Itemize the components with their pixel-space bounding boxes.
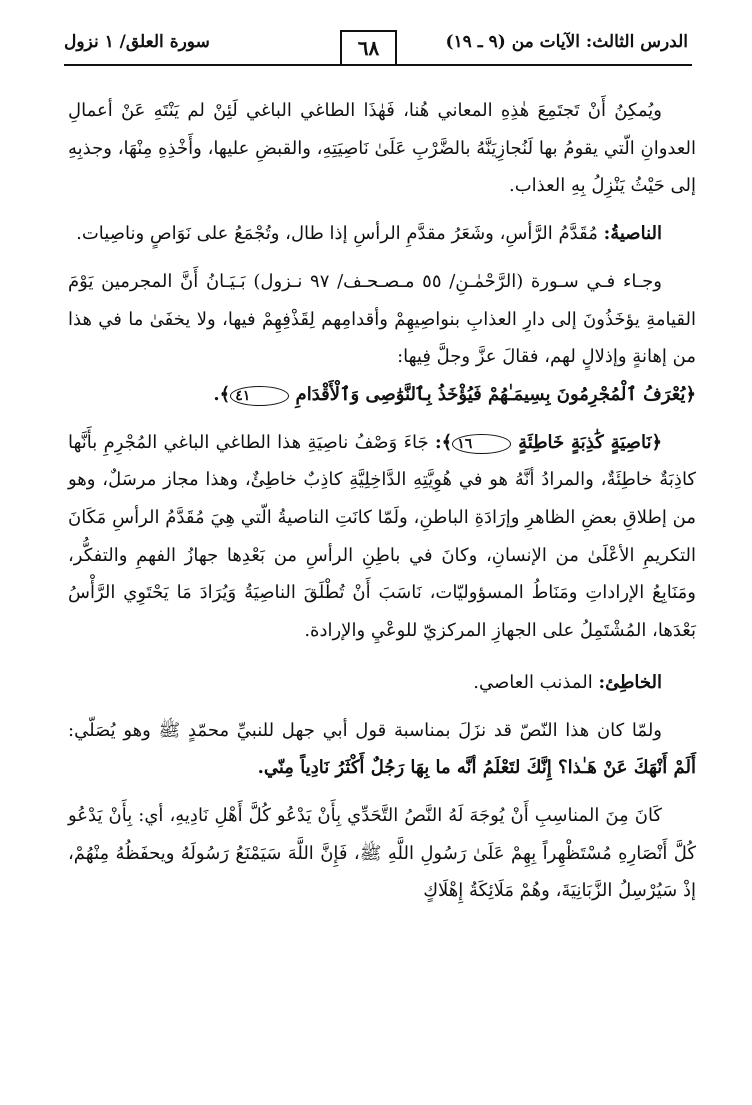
paragraph-lying-forelock bbox=[68, 424, 696, 650]
rahman-text: وجـاء فـي سـورة (الرَّحْمٰـنِ/ ٥٥ مـصـحـف/ ٩٧ نـزول) بَـيَـانُ أَنَّ المجرمين يَوْمَ القيامةِ يؤخَذُونَ إلى دارِ العذابِ بنواصِيهِمْ وأقدامِهم لِقَذْفِهِمْ فيها، ولا يخفَىٰ ما في هذا من إهانةٍ وإذلالٍ لهم، فقالَ عزَّ وجلَّ فِيها: bbox=[68, 270, 696, 368]
abu-jahl-quote: أَلَمْ أَنْهَكَ عَنْ هَـٰذا؟ إِنَّكَ لتَعْلَمُ أنَّه ما بِهَا رَجُلٌ أَكْثَرُ نَادِياً مِنّي. bbox=[257, 757, 696, 779]
term-khati: الخاطِئ: bbox=[598, 671, 662, 693]
page-number: ٦٨ bbox=[340, 30, 397, 66]
definition-nasiya: مُقَدَّمُ الرَّأسِ، وشَعَرُ مقدَّمِ الرأسِ إذا طال، وتُجْمَعُ على نَوَاصٍ وناصِيات. bbox=[76, 223, 598, 245]
lying-forelock-explanation: جَاءَ وَصْفُ ناصِيَةِ هذا الطاغي الباغي المُجْرِمِ بأَنَّها كاذِبَةٌ خاطِئَةٌ، والمرادُ أنَّهُ هو في هُوِيَّتِهِ الدَّاخِلِيَّةِ كاذِبٌ خاطِئٌ، وهذا مجاز مرسَلٌ، وهو من إطلاقِ بعضِ الظاهرِ وإرَادَةِ الباطنِ، ولَمّا كانَتِ الناصيةُ الّتي هِيَ مُقَدَّمُ الرأسِ مَكَانَ التكريمِ الأعْلَىٰ من الإنسانِ، وكانَ في باطِنِ الرأسِ من بَعْدِها جهازُ الفهمِ والتفكُّر، ومَنَابِعُ الإراداتِ ومَنَاطُ المسؤوليّات، نَاسَبَ أَنْ تُطْلَقَ الناصِيَةُ وَيُرَادَ مَا يَحْتَوِي الرَّأْسُ بَعْدَها، المُشْتَمِلُ على الجهازِ المركزيّ للوعْيِ والإرادة. bbox=[68, 431, 696, 642]
paragraph-surah-rahman bbox=[68, 263, 696, 414]
lesson-title: الدرس الثالث: الآيات من (٩ ـ ١٩) bbox=[445, 32, 688, 52]
verse-lying-forelock bbox=[435, 432, 662, 453]
term-nasiya: الناصيةُ: bbox=[603, 223, 662, 245]
paragraph-abu-jahl bbox=[68, 712, 696, 787]
verse-lying-forelock-close: ﴾: bbox=[435, 431, 453, 453]
definition-khati: المذنب العاصي. bbox=[473, 671, 593, 693]
verse-lying-forelock-text: ﴿نَاصِيَةٍ كَٰذِبَةٍ خَاطِئَةٍ bbox=[518, 431, 662, 453]
ayah-number-marker: ٤١ bbox=[230, 386, 289, 406]
ayah-number-marker: ١٦ bbox=[452, 434, 511, 454]
verse-rahman-close: ﴾. bbox=[213, 383, 231, 405]
paragraph-definition-nasiya bbox=[68, 215, 696, 253]
paragraph-meanings: ويُمكِنُ أَنْ تَجتَمِعَ هٰذِهِ المعاني هُنا، فَهٰذَا الطاغي الباغي لَئِنْ لم يَنْتَهِ عَنْ أعمالِ العدوانِ الّتي يقومُ بها لَنُجازِيَنَّهُ بالضَّرْبِ عَلَىٰ نَاصِيَتِهِ، والقبضِ عليها، وأَخْذِهِ مِنْهَا، وجذبِهِ إلى حَيْثُ يَنْزِلُ بِهِ العذاب. bbox=[68, 100, 696, 197]
paragraph-challenge: كَانَ مِنَ المناسِبِ أَنْ يُوجَهَ لَهُ النَّصُ التَّحَدِّي بِأَنْ يَدْعُو كُلَّ أَهْلِ نَادِيهِ، أي: بِأَنْ يَدْعُو كُلَّ أَنْصَارِهِ مُسْتَظْهِراً بِهِمْ عَلَىٰ رَسُولِ اللَّهِ ﷺ، فَإِنَّ اللَّهَ سَيَمْنَعُ رَسُولَهُ ويحفَظُهُ مِنْهُمْ، إذْ سَيُرْسِلُ الزَّبَانِيَةَ، وهُمْ مَلَائِكَةُ إِهْلَاكٍ bbox=[68, 804, 696, 902]
page-body bbox=[68, 92, 696, 920]
paragraph-definition-khati bbox=[68, 664, 696, 702]
abu-jahl-context: ولمّا كان هذا النّصّ قد نزَلَ بمناسبة قول أبي جهل للنبيِّ محمّدٍ ﷺ وهو يُصَلّي: bbox=[68, 719, 662, 741]
header-divider bbox=[64, 64, 692, 66]
page-header bbox=[0, 0, 752, 76]
verse-rahman bbox=[213, 384, 696, 405]
surah-reference: سورة العلق/ ١ نزول bbox=[64, 32, 210, 52]
verse-rahman-text: ﴿يُعْرَفُ ٱلْمُجْرِمُونَ بِسِيمَـٰهُمْ فَيُؤْخَذُ بِٱلنَّوَٰصِى وَٱلْأَقْدَامِ bbox=[295, 383, 696, 405]
